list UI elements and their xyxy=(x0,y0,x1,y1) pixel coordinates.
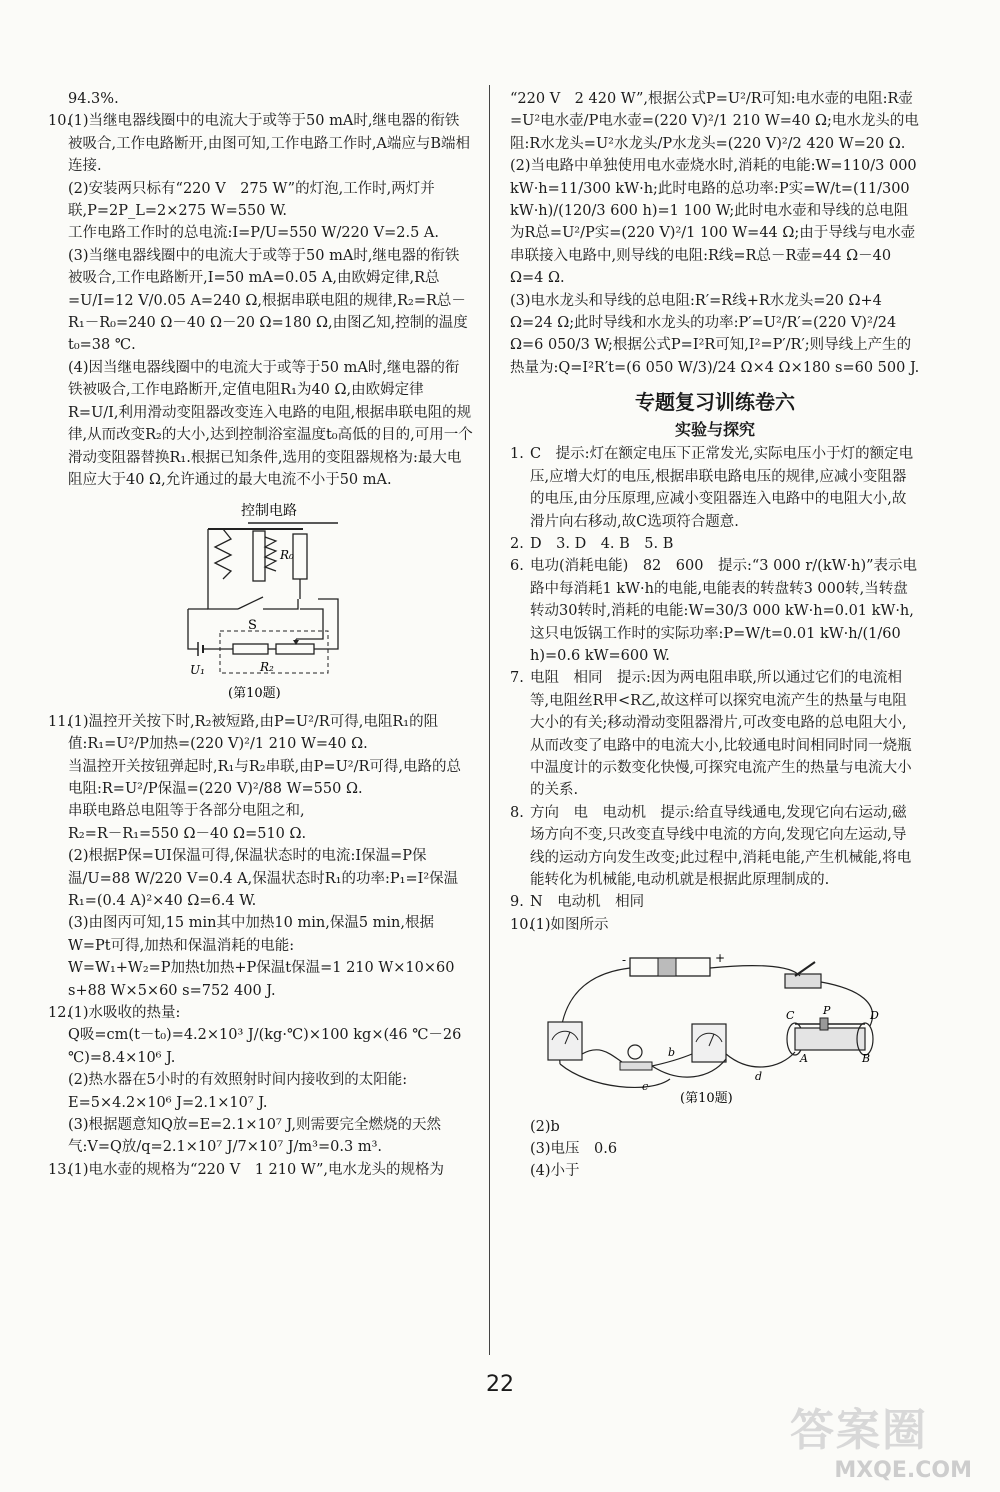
wiring-diagram xyxy=(510,944,920,1104)
svg-text:c: c xyxy=(642,1080,649,1094)
answer-line: E=5×4.2×10⁶ J=2.1×10⁷ J. xyxy=(68,1094,268,1111)
question-item xyxy=(510,555,920,667)
left-column xyxy=(48,88,473,1181)
question-item xyxy=(510,914,920,936)
svg-text:d: d xyxy=(755,1070,763,1084)
question-item xyxy=(510,891,920,913)
answer-line: W=W₁+W₂=P加热t加热+P保温t保温=1 210 W×10×60 s+88 W×5×60 s=752 400 J. xyxy=(68,960,455,999)
section-subtitle: 实验与探究 xyxy=(674,420,755,440)
svg-text:A: A xyxy=(800,1052,808,1066)
left-answers-10 xyxy=(48,88,473,491)
svg-text:R₂: R₂ xyxy=(260,660,274,675)
answer-line: (3)电压 0.6 xyxy=(530,1141,618,1158)
svg-text:P: P xyxy=(823,1004,831,1018)
question-item xyxy=(510,533,920,555)
right-column xyxy=(510,88,920,1183)
left-answers-11-13 xyxy=(48,711,473,1182)
svg-text:S: S xyxy=(248,618,257,634)
right-answers-section6 xyxy=(510,443,920,936)
question-item xyxy=(510,667,920,801)
question-number: 9. xyxy=(510,894,524,911)
watermark-text: 答案圈 xyxy=(790,1405,928,1456)
section-title: 专题复习训练卷六 xyxy=(635,390,795,415)
answer-line: (4)小于 xyxy=(530,1163,580,1180)
control-circuit-diagram xyxy=(48,499,473,699)
question-body xyxy=(68,1002,473,1159)
svg-text:U₁: U₁ xyxy=(190,663,205,678)
question-number: 1. xyxy=(510,446,524,463)
svg-text:b: b xyxy=(668,1046,676,1060)
question-item xyxy=(510,802,920,892)
page-number: 22 xyxy=(486,1372,514,1397)
question-item xyxy=(48,1002,473,1159)
answer-line: (3)当继电器线圈中的电流大于或等于50 mA时,继电器的衔铁被吸合,工作电路断开,I=50 mA=0.05 A,由欧姆定律,R总=U/I=12 V/0.05 A=240 Ω,根据串联电阻的规律,R₂=R总－R₁－R₀=240 Ω－40 Ω－20 Ω=180 Ω,由图乙知,控制的温度t₀=38 ℃. xyxy=(68,247,468,354)
question-body: C 提示:灯在额定电压下正常发光,实际电压小于灯的额定电压,应增大灯的电压,根据串联电路电压的规律,应减小变阻器的电压,由分压原理,应减小变阻器连入电路中的电阻大小,故滑片向右移动,故C选项符合题意. xyxy=(530,446,914,530)
fig-caption: (第10题) xyxy=(228,686,281,700)
question-body: (1)如图所示 xyxy=(530,916,609,933)
answer-line: (3)电水龙头和导线的总电阻:R′=R线+R水龙头=20 Ω+4 Ω=24 Ω;此时导线和水龙头的功率:P′=U²/R′=(220 V)²/24 Ω=6 050/3 W;根据公式P=I²R可知,I²=P′/R′;则导线上产生的热量为:Q=I²R′t=(6 050 W/3)/24 Ω×4 Ω×180 s=60 500 J. xyxy=(510,292,920,376)
answer-line: (2)b xyxy=(530,1118,560,1135)
answer-line: 串联电路总电阻等于各部分电阻之和, xyxy=(68,803,305,820)
column-divider xyxy=(489,85,490,1355)
question-body xyxy=(68,110,473,491)
answer-line: (1)温控开关按下时,R₂被短路,由P=U²/R可得,电阻R₁的阻值:R₁=U²/P加热=(220 V)²/1 210 W=40 Ω. xyxy=(68,713,439,753)
question-number: 7. xyxy=(510,670,524,687)
question-number: 13. xyxy=(48,1161,72,1178)
question-body: 电阻 相同 提示:因为两电阻串联,所以通过它们的电流相等,电阻丝R甲<R乙,故这样可以探究电流产生的热量与电阻大小的有关;移动滑动变阻器滑片,可改变电路的总电阻大小,从而改变了电路中的电流大小,比较通电时间相同时同一烧瓶中温度计的示数变化快慢,可探究电流产生的热量与电流大小的关系. xyxy=(530,670,912,799)
question-item xyxy=(48,88,473,110)
answer-line: R₂=R－R₁=550 Ω－40 Ω=510 Ω. xyxy=(68,825,307,842)
svg-text:B: B xyxy=(862,1052,871,1066)
svg-text:R₀: R₀ xyxy=(280,548,294,563)
answer-line: (4)因当继电器线圈中的电流大于或等于50 mA时,继电器的衔铁被吸合,工作电路断开,定值电阻R₁为40 Ω,由欧姆定律R=U/I,利用滑动变阻器改变连入电路的电阻,根据串联电阻的规律,从而改变R₂的大小,达到控制浴室温度t₀高低的目的,可用一个滑动变阻器替换R₁.根据已知条件,选用的变阻器规格为:最大电阻应大于40 Ω,允许通过的最大电流不小于50 mA. xyxy=(68,359,473,488)
svg-text:-: - xyxy=(622,953,627,968)
answer-line: (3)由图丙可知,15 min其中加热10 min,保温5 min,根据W=Pt可得,加热和保温消耗的电能: xyxy=(68,915,434,954)
answer-line: (2)热水器在5小时的有效照射时间内接收到的太阳能: xyxy=(68,1072,408,1089)
question-item xyxy=(48,1159,473,1181)
question-number: 2. xyxy=(510,535,524,552)
question-body xyxy=(68,1159,473,1181)
answer-line: Q吸=cm(t－t₀)=4.2×10³ J/(kg·℃)×100 kg×(46 ℃－26 ℃)=8.4×10⁶ J. xyxy=(68,1027,462,1066)
question-item xyxy=(48,110,473,491)
question-number: 10. xyxy=(510,916,534,933)
answer-line: (1)水吸收的热量: xyxy=(68,1005,181,1021)
fig-title: 控制电路 xyxy=(241,503,297,520)
fig-caption: (第10题) xyxy=(680,1091,733,1105)
answer-line: (2)当电路中单独使用电水壶烧水时,消耗的电能:W=110/3 000 kW·h=11/300 kW·h;此时电路的总功率:P实=W/t=(11/300 kW·h)/(120/3 600 h)=1 100 W;此时电水壶和导线的总电阻为R总=U²/P实=(220 V)²/1 100 W=44 Ω;由于导线与电水壶串联接入电路中,则导线的电阻:R线=R总－R壶=44 Ω－40 Ω=4 Ω. xyxy=(510,158,917,287)
question-number: 12. xyxy=(48,1005,72,1021)
question-item xyxy=(510,443,920,533)
answer-line: “220 V 2 420 W”,根据公式P=U²/R可知:电水壶的电阻:R壶=U²电水壶/P电水壶=(220 V)²/1 210 W=40 Ω;电水龙头的电阻:R水龙头=U²水龙头/P水龙头=(220 V)²/2 420 W=20 Ω. xyxy=(510,91,919,152)
answer-line: 工作电路工作时的总电流:I=P/U=550 W/220 V=2.5 A. xyxy=(68,225,440,242)
question-number xyxy=(48,88,68,110)
right-answers-10-parts xyxy=(510,1116,920,1183)
question-body xyxy=(68,88,473,110)
watermark-logo xyxy=(790,1394,980,1484)
question-body xyxy=(68,711,473,1002)
question-body: 电功(消耗电能) 82 600 提示:“3 000 r/(kW·h)”表示电路中每消耗1 kW·h的电能,电能表的转盘转3 000转,当转盘转动30转时,消耗的电能:W=30/3 000 kW·h=0.01 kW·h,这只电饭锅工作时的实际功率:P=W/t=0.01 kW·h/(1/60 h)=0.6 kW=600 W. xyxy=(530,558,918,664)
answer-line: (1)电水壶的规格为“220 V 1 210 W”,电水龙头的规格为 xyxy=(68,1161,445,1178)
question-body: N 电动机 相同 xyxy=(530,894,645,911)
question-number: 8. xyxy=(510,804,524,821)
answer-line: (2)安装两只标有“220 V 275 W”的灯泡,工作时,两灯并联,P=2P_L=2×275 W=550 W. xyxy=(68,180,435,220)
answer-line: 94.3%. xyxy=(68,91,119,107)
question-item xyxy=(48,711,473,1002)
svg-text:C: C xyxy=(786,1009,795,1023)
figure-10-wiring xyxy=(510,944,920,1111)
question-body: 方向 电 电动机 提示:给直导线通电,发现它向右运动,磁场方向不变,只改变直导线中电流的方向,发现它向左运动,导线的运动方向发生改变;此过程中,消耗电能,产生机械能,将电能转化为机械能,电动机就是根据此原理制成的. xyxy=(530,804,912,888)
question-number: 6. xyxy=(510,558,524,575)
question-number: 10. xyxy=(48,113,72,130)
answer-line: (3)根据题意知Q放=E=2.1×10⁷ J,则需要完全燃烧的天然气:V=Q放/q=2.1×10⁷ J/7×10⁷ J/m³=0.3 m³. xyxy=(68,1117,441,1156)
svg-text:D: D xyxy=(870,1009,879,1023)
svg-text:+: + xyxy=(715,951,726,966)
answer-line: (1)当继电器线圈中的电流大于或等于50 mA时,继电器的衔铁被吸合,工作电路断开,由图可知,工作电路工作时,A端应与B端相连接. xyxy=(68,113,471,175)
question-body: D 3. D 4. B 5. B xyxy=(530,535,674,552)
answer-line: 当温控开关按钮弹起时,R₁与R₂串联,由P=U²/R可得,电路的总电阻:R=U²/P保温=(220 V)²/88 W=550 Ω. xyxy=(68,758,462,797)
answer-line: (2)根据P保=UI保温可得,保温状态时的电流:I保温=P保温/U=88 W/220 V=0.4 A,保温状态时R₁的功率:P₁=I²保温R₁=(0.4 A)²×40 Ω=6.4 W. xyxy=(68,848,459,909)
figure-10-control-circuit xyxy=(48,499,473,706)
watermark-url: MXQE.COM xyxy=(834,1458,972,1483)
question-number: 11. xyxy=(48,713,72,730)
right-answers-13 xyxy=(510,88,920,379)
